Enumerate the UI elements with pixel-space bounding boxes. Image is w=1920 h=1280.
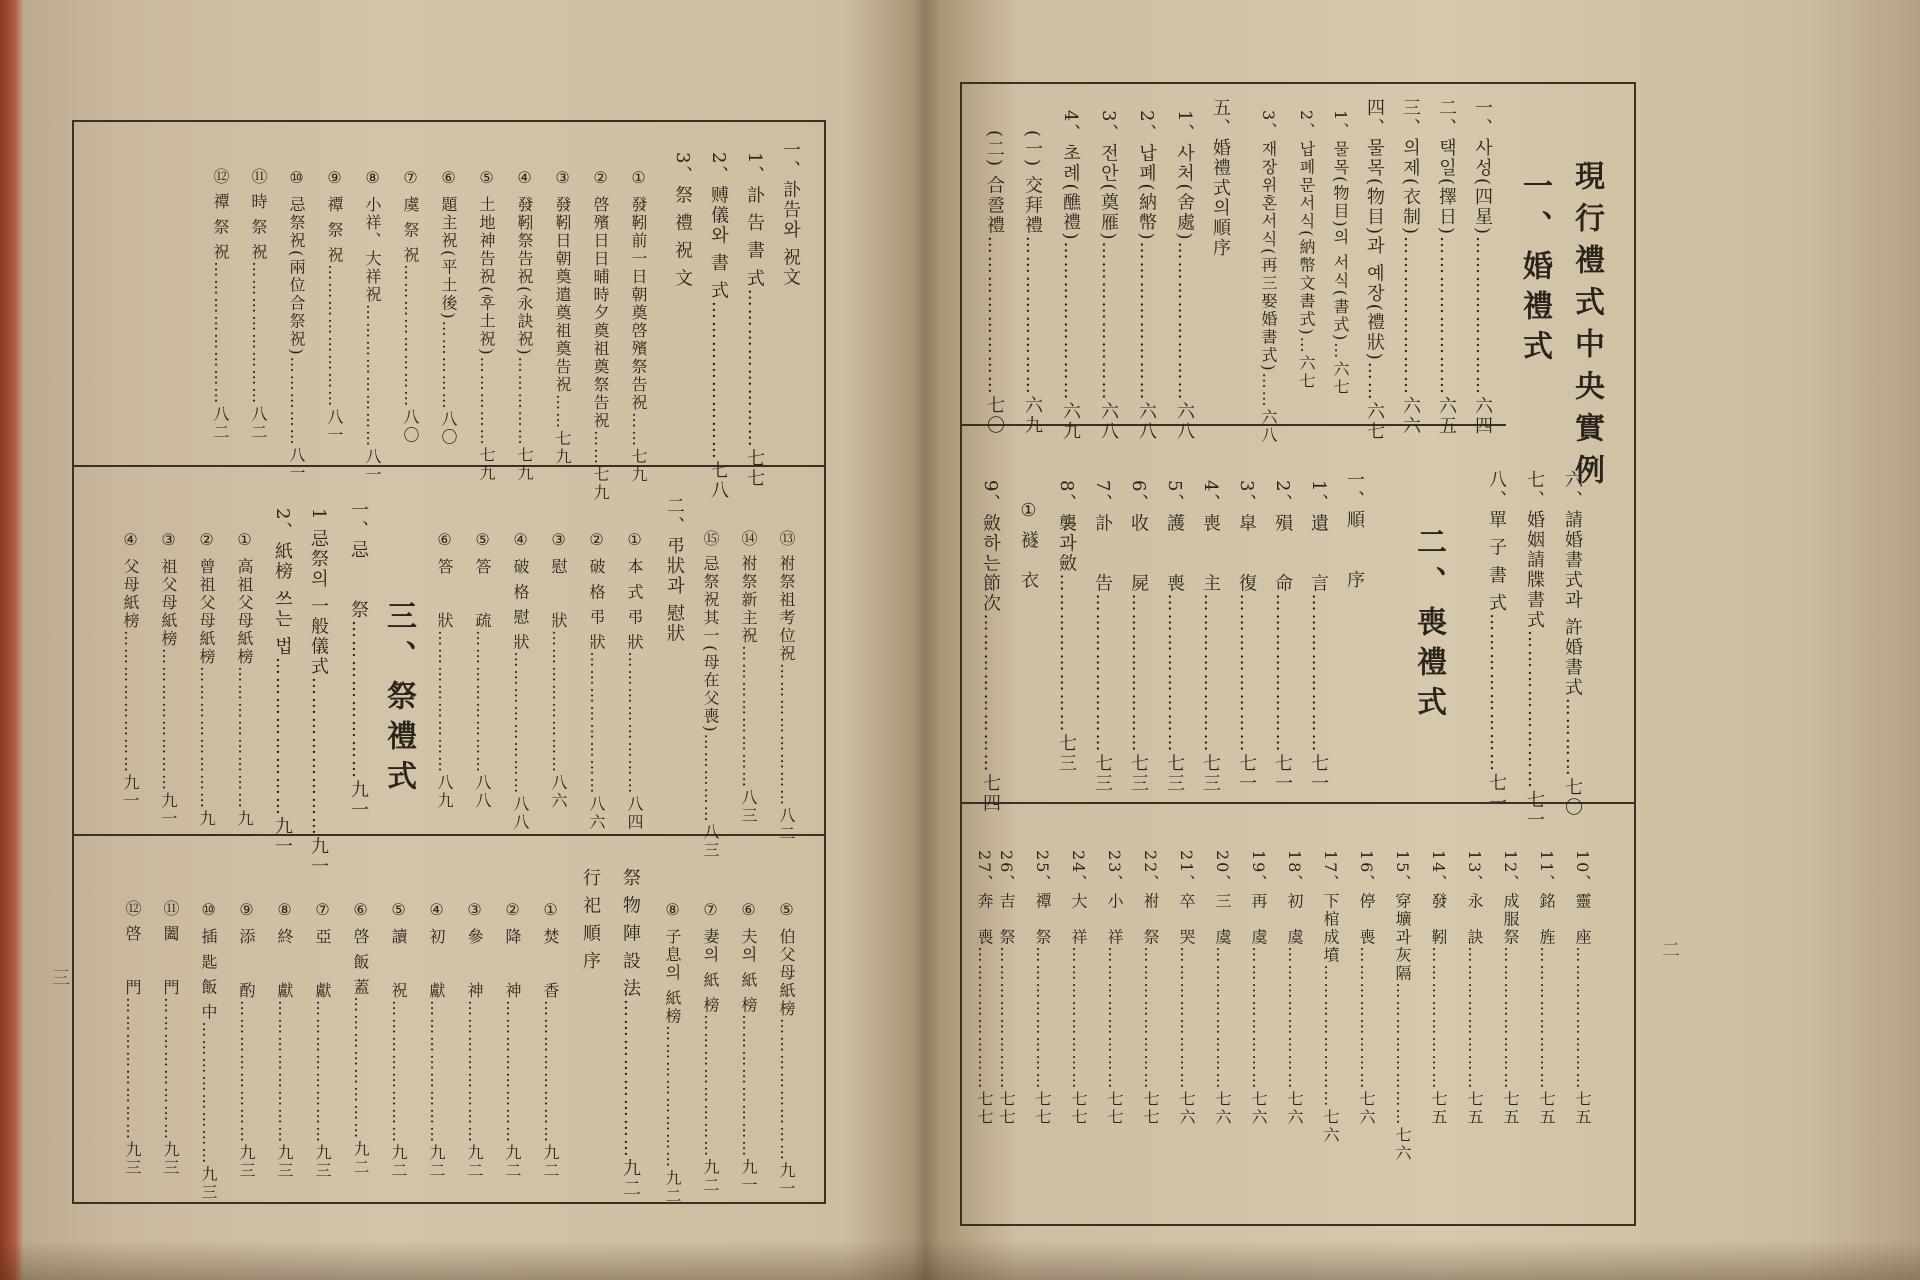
toc-entry: 7、訃 告……………………七三 [1092,480,1113,794]
toc-entry: 六、請婚書式과 許婚書式…………七〇 [1562,470,1583,818]
toc-entry: ④ 初 獻……………………九二 [427,900,446,1181]
toc-entry: ① 發靷前一日朝奠啓殯祭告祝……七九 [629,168,648,485]
toc-entry: 二、弔狀과 慰狀 [664,496,685,644]
toc-entry: 2、殞 命……………………七一 [1272,480,1293,794]
toc-entry: ② 破 格 弔 狀……………………八六 [587,530,606,832]
toc-entry: ② 曾祖父母紙榜……………………九一 [197,530,216,847]
toc-entry: 七、婚姻請牒書式……………………七一 [1524,470,1545,830]
book-cover-edge [0,0,24,1280]
toc-entry: ⑫ 禫 祭 祝……………………八二 [211,168,230,442]
toc-entry: ⑤ 土地神告祝(후土祝)……………七九 [477,168,496,483]
toc-entry: 16、停 喪……………………七六 [1357,850,1376,1127]
toc-entry: ⑥ 答 狀……………………八九 [435,530,454,811]
toc-entry: 三、의제(衣制)……………………六六 [1400,98,1421,437]
toc-entry: 一、訃告와 祝文 [780,140,801,288]
toc-entry: ⑥ 夫의 紙 榜……………………九一 [739,900,758,1195]
toc-entry: 6、收 屍……………………七三 [1128,480,1149,794]
toc-entry: ④ 破 格 慰 狀……………………八八 [511,530,530,832]
toc-entry: ⑤ 答 疏……………………八八 [473,530,492,811]
toc-entry: (一) 交拜禮……………………六九 [1022,130,1043,436]
toc-entry: 19、再 虞……………………七六 [1249,850,1268,1127]
toc-entry: ① 本 式 弔 狀……………………八四 [625,530,644,832]
left-page-number: 三 [52,968,70,989]
toc-entry: 5、護 喪……………………七三 [1164,480,1185,794]
toc-entry: ⑪ 時 祭 祝……………………八二 [249,168,268,442]
toc-entry: ⑥ 題主祝(平土後)……………八〇 [439,168,458,447]
toc-entry: ⑬ 祔祭祖考位祝……………………八二 [777,530,796,844]
toc-entry: ⑦ 亞 獻……………………九三 [313,900,332,1181]
toc-entry: 12、成服祭……………………七五 [1501,850,1520,1127]
toc-entry: 24、大 祥……………………七七 [1069,850,1088,1127]
toc-entry: 15、穿壙과灰隔……………………七六 [1393,850,1412,1163]
toc-entry: 祭 物 陣 設 法……………………九二 [620,868,641,1199]
toc-entry: 27、奔 喪……………………七七 [975,850,994,1127]
toc-entry: ⑧ 終 獻……………………九三 [275,900,294,1181]
toc-entry: 4、喪 主……………………七三 [1200,480,1221,794]
toc-entry: ⑦ 虞 祭 祝……………………八〇 [401,168,420,445]
toc-entry: 1、물목(物目)의 서식(書式)…六七 [1331,110,1350,397]
toc-entry: 2、赙儀와 書 式……………………七八 [708,152,729,501]
toc-entry: ⑦ 妻의 紙 榜……………………九二 [701,900,720,1195]
toc-entry: ⑨ 禫 祭 祝……………………八一 [325,168,344,445]
toc-entry: 21、卒 哭……………………七六 [1177,850,1196,1127]
toc-entry: ③ 慰 狀……………………八六 [549,530,568,811]
toc-entry: 3、재장위혼서식(再三娶婚書式)……六八 [1259,110,1278,445]
toc-entry: 八、單 子 書 式……………………七一 [1486,470,1507,814]
toc-entry: ① 焚 香……………………九二 [541,900,560,1181]
toc-entry: ⑥ 啓 飯 蓋……………………九二 [351,900,370,1177]
toc-entry: 1、遺 言……………………七一 [1308,480,1329,794]
toc-entry: 8、襲과斂……………………七三 [1056,480,1077,774]
toc-entry: 1 忌祭의 一般儀式……………………九一 [308,508,329,877]
toc-entry: ⑩ 忌祭祝(兩位合祭祝)……………八一 [287,168,306,483]
toc-entry: ⑤ 伯父母紙榜……………………九一 [777,900,796,1199]
toc-entry: 五、婚禮式의順序 [1210,98,1231,258]
toc-entry: ④ 發靷祭告祝(永訣祝)……………七九 [515,168,534,483]
toc-entry: 二、택일(擇日)……………………六五 [1436,98,1457,437]
toc-entry: (二) 合巹禮……………………七〇 [984,130,1005,436]
toc-entry: 2、납폐문서식(納幣文書式)…六七 [1297,110,1316,391]
toc-entry: 26、吉 祭……………………七七 [997,850,1016,1127]
toc-entry: 18、初 虞……………………七六 [1285,850,1304,1127]
bottom-shadow [0,1240,1920,1280]
section-heading-sangrye: 二、喪禮式 [1411,526,1446,726]
toc-entry: 9、斂하는節次……………………七四 [980,480,1001,814]
right-page-number: 二 [1662,940,1680,961]
toc-entry: 23、小 祥……………………七七 [1105,850,1124,1127]
toc-entry: ④ 父母紙榜……………………九一 [121,530,140,811]
toc-entry: 2、납폐(納幣)……………………六八 [1136,110,1157,442]
toc-entry: ⑨ 添 酌……………………九三 [237,900,256,1181]
book-title: 現行禮式中央實例 [1569,160,1604,496]
toc-entry: ① 高祖父母紙榜……………………九一 [235,530,254,847]
toc-entry: ⑭ 祔祭新主祝……………………八三 [739,530,758,826]
toc-entry: 14、發 靷……………………七五 [1429,850,1448,1127]
toc-entry: 一、사성(四星)……………………六四 [1472,98,1493,437]
section-heading-honrye: 一、婚禮式 [1517,170,1552,370]
toc-entry: 3、전안(奠雁)……………………六八 [1098,110,1119,442]
toc-entry: 2、紙榜 쓰는 법……………………九一 [272,508,293,857]
toc-entry: 3、皐 復……………………七一 [1236,480,1257,794]
toc-entry: 四、물목(物目)과 예장(禮狀)……六七 [1364,98,1385,442]
toc-entry: ⑤ 讀 祝……………………九二 [389,900,408,1181]
toc-entry: 17、下棺成墳……………………七六 [1321,850,1340,1145]
toc-entry: ⑪ 闔 門……………………九三 [161,900,180,1178]
toc-entry: ② 降 神……………………九二 [503,900,522,1181]
toc-entry: 11、銘 旌……………………七五 [1537,850,1556,1127]
section-heading-jerye: 三、祭禮式 [381,600,416,800]
toc-entry: 10、靈 座……………………七五 [1573,850,1592,1127]
toc-entry: ⑩ 插 匙 飯 中……………………九三 [199,900,218,1202]
toc-entry: 一、忌 祭……………………九一 [348,500,369,820]
toc-entry: ⑫ 啓 門……………………九三 [123,900,142,1178]
toc-entry: ① 襚 衣 [1018,500,1039,591]
toc-entry: ③ 參 神……………………九二 [465,900,484,1181]
toc-entry: ⑧ 子息의 紙榜……………………九二 [663,900,682,1206]
toc-entry: 1、사처(舍處)……………………六八 [1174,110,1195,442]
toc-entry: 1、訃 告 書 式……………………七七 [744,152,765,489]
toc-entry: ⑧ 小祥、大祥祝……………………八一 [363,168,382,485]
toc-entry: 3、祭 禮 祝 文 [672,152,693,289]
toc-entry: 22、祔 祭……………………七七 [1141,850,1160,1127]
toc-entry: 行 祀 順 序 [580,868,601,972]
toc-entry: 一、順 序 [1344,470,1365,590]
toc-entry: ③ 祖父母紙榜……………………九一 [159,530,178,829]
toc-entry: 13、永 訣……………………七五 [1465,850,1484,1127]
toc-entry: 4、초례(醮禮)……………………六九 [1060,110,1081,442]
toc-entry: 25、禫 祭……………………七七 [1033,850,1052,1127]
toc-entry: ⑮ 忌祭祝其一(母在父喪)……………八三 [701,530,720,860]
toc-entry: ③ 發靷日朝奠遣奠祖奠告祝……七九 [553,168,572,467]
toc-entry: ② 啓殯日日晡時夕奠祖奠祭告祝……七九 [591,168,610,503]
toc-entry: 20、三 虞……………………七六 [1213,850,1232,1127]
